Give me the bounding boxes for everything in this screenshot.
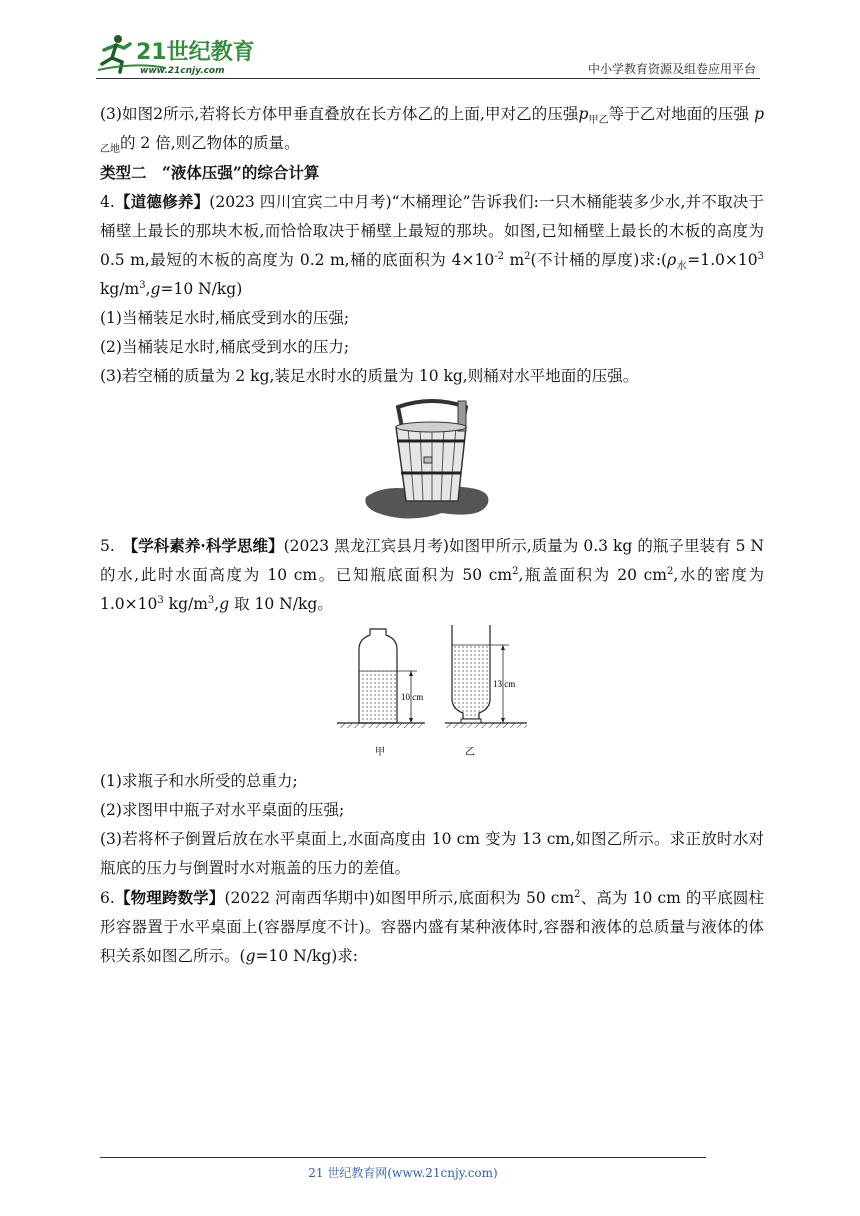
bottle-figure [100, 625, 764, 761]
q4-tag: 【道德修养】 [114, 192, 210, 211]
bottle-diagram [337, 625, 527, 761]
question-4: 4.【道德修养】(2023 四川宜宾二中月考)“木桶理论”告诉我们:一只木桶能装多少水,并不取决于桶壁上最长的那块木板,而恰恰取决于桶壁上最短的那块。如图,已知桶壁上最长的木板的高度为 0.5 m,最短的木板的高度为 0.2 m,桶的底面积为 $4\times 10^{-2}$ $m^2$(不计桶的厚度)求$:(\rho_水=1.0\times 10^3$ $kg/m^3,g=10$ N/kg) [100, 192, 765, 298]
wooden-bucket-illustration [362, 397, 502, 525]
fig-height-10: 10 cm [401, 692, 424, 702]
header-divider [96, 78, 760, 79]
q4-part3: (3)若空桶的质量为 2 kg,装足水时水的质量为 10 kg,则桶对水平地面的压强。 [100, 367, 639, 385]
q4-part2: (2)当桶装足水时,桶底受到水的压力; [100, 338, 350, 356]
q5-part2: (2)求图甲中瓶子对水平桌面的压强; [100, 801, 345, 819]
bucket-figure [100, 397, 764, 525]
question-6: 6.【物理跨数学】(2022 河南西华期中)如图甲所示,底面积为 50 $cm^2$、高为 10 cm 的平底圆柱形容器置于水平桌面上(容器厚度不计)。容器内盛有某种液体时,容器和液体的总质量与液体的体积关系如图乙所示。(g=10 N/kg)求: [100, 888, 764, 965]
fig-label-jia: 甲 [375, 747, 385, 758]
fig-height-13: 13 cm [493, 679, 516, 689]
question-5: 5. 【学科素养·科学思维】(2023 黑龙江宾县月考)如图甲所示,质量为 0.3 kg 的瓶子里装有 5 N 的水,此时水面高度为 10 cm。已知瓶底面积为 50 $cm^2$,瓶盖面积为 20 $cm^2$,水的密度为 $1.0\times 10^3$ $kg/m^3,g$ 取 10 N/kg。 [100, 536, 764, 613]
page-header [96, 30, 760, 80]
document-body [100, 100, 764, 971]
q6-tag: 【物理跨数学】 [114, 888, 225, 907]
footer-divider [100, 1157, 706, 1158]
q5-part1: (1)求瓶子和水所受的总重力; [100, 772, 298, 790]
footer-link[interactable]: 21 世纪教育网(www.21cnjy.com) [308, 1166, 498, 1180]
section-title: 类型二 “液体压强”的综合计算 [100, 163, 320, 182]
logo-text: 21世纪教育 [136, 40, 255, 65]
site-logo[interactable] [96, 32, 266, 76]
fig-label-yi: 乙 [465, 747, 475, 758]
logo-url: www.21cnjy.com [140, 66, 225, 76]
q5-tag: 【学科素养·科学思维】 [130, 536, 284, 555]
q4-part1: (1)当桶装足水时,桶底受到水的压强; [100, 309, 350, 327]
q5-part3: (3)若将杯子倒置后放在水平桌面上,水面高度由 10 cm 变为 13 cm,如图乙所示。求正放时水对瓶底的压力与倒置时水对瓶盖的压力的差值。 [100, 830, 764, 877]
q3-part3: (3)如图2所示,若将长方体甲垂直叠放在长方体乙的上面,甲对乙的压强$p_{甲乙}$等于乙对地面的压强 $p_{乙地}$的 2 倍,则乙物体的质量。 [100, 105, 765, 156]
platform-name: 中小学教育资源及组卷应用平台 [587, 62, 756, 76]
